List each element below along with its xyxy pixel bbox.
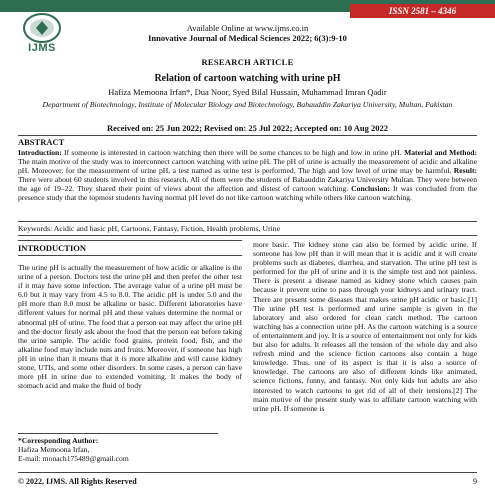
footer-divider — [18, 472, 477, 473]
affiliation: Department of Biotechnology, Institute of Molecular Biology and Biotechnology, Bahauddin Zakariya University, Multan, Pakistan — [42, 100, 453, 109]
copyright: © 2022, IJMS. All Rights Reserved — [18, 477, 137, 486]
abstract-body — [18, 148, 477, 203]
abstract-result-label: Result: — [453, 166, 477, 176]
abstract-conclusion-text: It was concluded from the presence study that the topmost students having normal pH level do not like cartoon watching while others like cartoon watching. — [18, 184, 477, 203]
journal-citation: Innovative Journal of Medical Sciences 2022; 6(3):9-10 — [148, 33, 347, 43]
introduction-paragraph-right: more basic. The kidney stone can also be formed by acidic urine. If someone has low pH than it will mean that it is acidic and it will create problems such as diabetes, diarrhea, and starvation. The urine pH test is performed for the pH of urine and it is the simple test and not painless. There is present a disease named as kidney stone which causes pain because it prevent urine to pass through your kidneys and urinary tract. There are present some diseases that makes urine pH acidic or basic.[1] The urine pH test is performed and urine sample is given in the laboratory and also ordered for clean catch method. The cartoon watching has a connection urine pH. As the cartoon watching is a source of entertainment and joy. It is a source of entertainment not only for kids but also for adults. It releases all the tension of the whole day and also refresh mind and the science fiction cartoons also contain a huge knowledge. Thus, one of its aspect is that it is also a source of knowledge. The cartoons are also of different kinds like animated, science fictions, funny, and fantasy. Not only kids but adults are also interested to watch cartoons to get rid of all of their tensions.[2] The main motive of the present study was to affiliate cartoon watching with urine pH. If someone is — [253, 240, 477, 413]
abstract-method-text: The main motive of the study was to interconnect cartoon watching with urine pH. The pH of urine is actually the measurement of acidic and alkaline pH. Moreover, for the measurement of urine pH, a test named as urine test is performed. The high and low level of urine may be harmful. — [18, 157, 477, 176]
abstract-heading: ABSTRACT — [18, 137, 65, 147]
introduction-paragraph-left: The urine pH is actually the measurement of how acidic or alkaline is the urine of a person. Doctors test the urine pH and then prefer the other test if it may have some infection. The average value of a urine pH must be 6.0 but it may vary from 4.5 to 8.0. The acidic pH is under 5.0 and the pH more than 8.0 must be alkaline or basic. Different laboratories have different values for normal pH and these values determine the normal or abnormal pH of urine. The food that a person eat may affect the urine pH and the doctor firstly ask about the food that the person eat before taking the urine sample. The acidic food grains, protein food, fish, and the alkaline food may include nuts and fruits. Moreover, if someone has high pH in urine than it means that it is more alkaline and will cause kidney stone, UTIs, and some other disorders. In some cases, a person can have more pH in urine due to extended vomiting. It makes the body of stomach acid and make the fluid of body — [18, 263, 242, 391]
left-column — [18, 240, 242, 390]
journal-info — [0, 23, 495, 43]
logo-text: IJMS — [28, 42, 56, 54]
abstract-intro-text: If someone is interested in cartoon watching then there will be some chances to be high and low in urine pH. — [61, 148, 405, 157]
corresponding-author-heading: *Corresponding Author: — [18, 436, 99, 445]
author-list: Hafiza Memoona Irfan*, Dua Noor, Syed Bilal Hussain, Muhammad Imran Qadir — [108, 87, 387, 97]
issn-badge: ISSN 2581 – 4346 — [350, 4, 495, 18]
article-title: Relation of cartoon watching with urine pH — [154, 73, 341, 84]
abstract-method-label: Material and Method: — [404, 148, 477, 157]
introduction-heading: INTRODUCTION — [18, 240, 242, 256]
corresponding-author-name: Hafiza Memoona Irfan, — [18, 445, 90, 454]
right-column — [253, 240, 477, 413]
abstract-result-text: There were about 60 students involved in this research. All of them were the students of Bahauddin Zakariya University Multan. They were between the age of 19–22. They shared their point of views about the affection and distest of cartoon watching. — [18, 175, 477, 194]
abstract-conclusion-label: Conclusion: — [351, 184, 390, 194]
submission-dates: Received on: 25 Jun 2022; Revised on: 25 Jul 2022; Accepted on: 10 Aug 2022 — [18, 123, 477, 136]
page-number: 9 — [473, 477, 477, 486]
corresponding-author — [18, 433, 218, 463]
keywords: Keywords: Acidic and basic pH, Cartoons, Fantasy, Fiction, Health problems, Urine — [18, 221, 477, 236]
online-availability: Available Online at www.ijms.co.in — [186, 23, 309, 33]
corresponding-author-email[interactable]: E-mail: monach175489@gmail.com — [18, 454, 129, 463]
article-type: RESEARCH ARTICLE — [201, 57, 294, 67]
abstract-intro-label: Introduction: — [18, 148, 62, 157]
